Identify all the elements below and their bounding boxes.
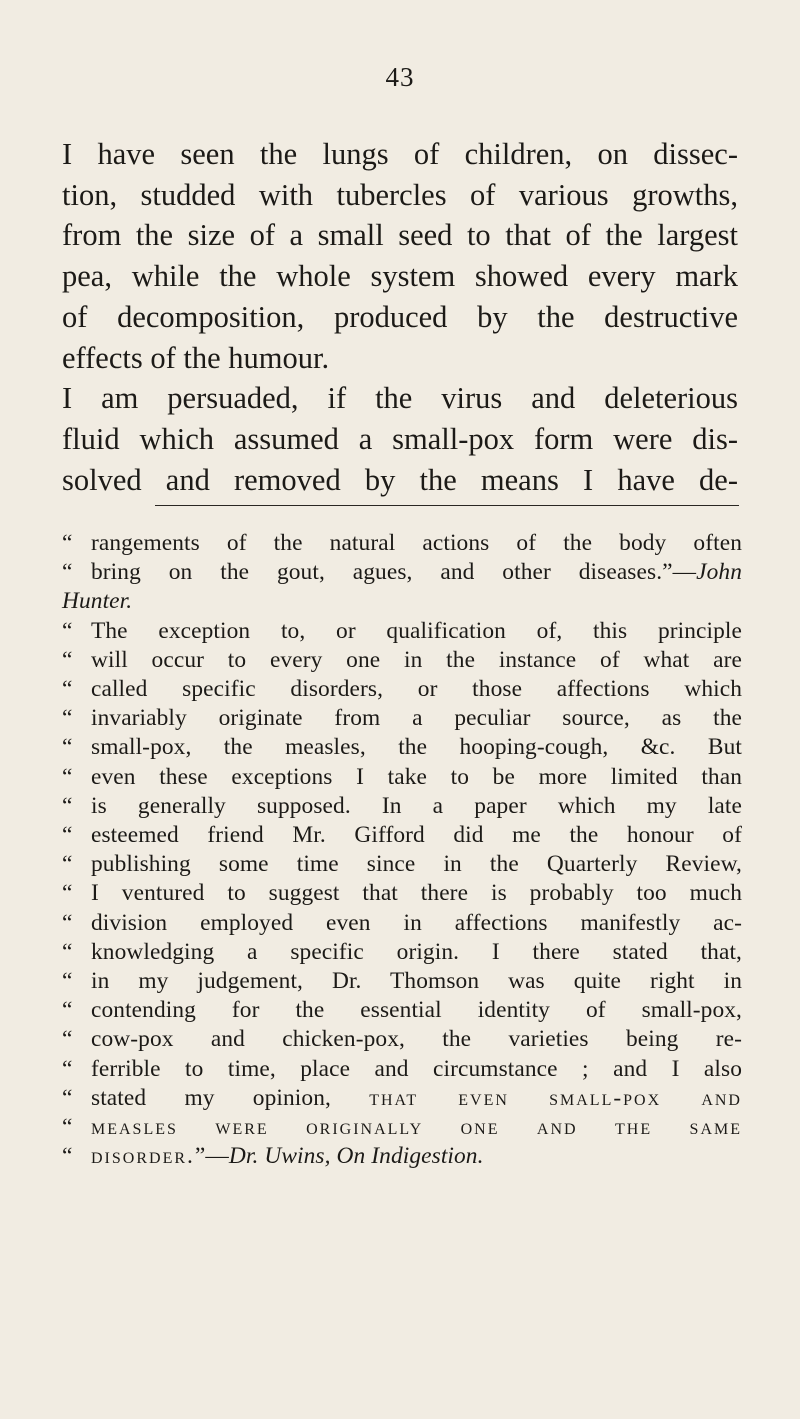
footnote-line: “ The exception to, or qualification of, this principle bbox=[62, 617, 742, 646]
quote-mark: “ bbox=[62, 1143, 73, 1170]
quote-mark: “ bbox=[62, 646, 73, 673]
quote-mark: “ bbox=[62, 822, 73, 849]
footnote-line bbox=[62, 1113, 742, 1142]
text-line: I am persuaded, if the virus and deleterious bbox=[62, 381, 738, 416]
quote-mark: “ bbox=[62, 997, 73, 1024]
text-line: pea, while the whole system showed every mark bbox=[62, 259, 738, 294]
quote-mark: “ bbox=[62, 1114, 73, 1141]
text-line: tion, studded with tubercles of various growths, bbox=[62, 177, 738, 212]
quote-mark: “ bbox=[62, 763, 73, 790]
footnote-line: “ ferrible to time, place and circumstance ; and I also bbox=[62, 1055, 742, 1084]
footnote-divider bbox=[155, 505, 739, 506]
footnote-line: “ knowledging a specific origin. I there stated that, bbox=[62, 938, 742, 967]
footnote-line: “ esteemed friend Mr. Gifford did me the honour of bbox=[62, 821, 742, 850]
text-line: fluid which assumed a small-pox form were dis- bbox=[62, 421, 738, 456]
small-caps-text: measles were originally one and the same bbox=[91, 1114, 742, 1141]
footnote-line: “ cow-pox and chicken-pox, the varieties being re- bbox=[62, 1025, 742, 1054]
main-text bbox=[62, 134, 738, 500]
footnote-line: “ called specific disorders, or those affections which bbox=[62, 675, 742, 704]
text-line: from the size of a small seed to that of the largest bbox=[62, 218, 738, 253]
quote-mark: “ bbox=[62, 1084, 73, 1111]
quote-mark: “ bbox=[62, 705, 73, 732]
footnote-line: “ will occur to every one in the instance of what are bbox=[62, 646, 742, 675]
footnote-line: “ division employed even in affections manifestly ac- bbox=[62, 909, 742, 938]
small-caps-text: that even small-pox and bbox=[369, 1084, 742, 1111]
quote-mark: “ bbox=[62, 1026, 73, 1053]
quote-mark: “ bbox=[62, 968, 73, 995]
footnote-line: “ is generally supposed. In a paper which my late bbox=[62, 792, 742, 821]
quote-mark: “ bbox=[62, 909, 73, 936]
quote-mark: “ bbox=[62, 938, 73, 965]
footnote-line bbox=[62, 587, 742, 616]
footnote bbox=[62, 529, 742, 1171]
author-name: Hunter. bbox=[62, 588, 133, 615]
footnote-line: “ I ventured to suggest that there is probably too much bbox=[62, 879, 742, 908]
page-number: 43 bbox=[385, 62, 415, 92]
text-line: of decomposition, produced by the destructive bbox=[62, 299, 738, 334]
footnote-line: “ small-pox, the measles, the hooping-cough, &c. But bbox=[62, 733, 742, 762]
footnote-line: “ invariably originate from a peculiar source, as the bbox=[62, 704, 742, 733]
footnote-line: “ rangements of the natural actions of the body often bbox=[62, 529, 742, 558]
quote-mark: “ bbox=[62, 676, 73, 703]
footnote-line: “ disorder.”—Dr. Uwins, On Indigestion. bbox=[62, 1142, 742, 1171]
quote-mark: “ bbox=[62, 530, 73, 556]
author-name: John bbox=[696, 559, 742, 586]
text-line: solved and removed by the means I have de- bbox=[62, 462, 738, 497]
quote-mark: “ bbox=[62, 1055, 73, 1082]
quote-mark: “ bbox=[62, 559, 73, 586]
text-line: I have seen the lungs of children, on dissec- bbox=[62, 137, 738, 171]
footnote-line: “ publishing some time since in the Quarterly Review, bbox=[62, 850, 742, 879]
quote-mark: “ bbox=[62, 792, 73, 819]
quote-mark: “ bbox=[62, 880, 73, 907]
small-caps-text: disorder. bbox=[91, 1143, 195, 1170]
quote-mark: “ bbox=[62, 617, 73, 644]
footnote-line: “ stated my opinion, that even small-pox and bbox=[62, 1084, 742, 1113]
citation: Dr. Uwins, On Indigestion. bbox=[228, 1143, 484, 1170]
text-line: effects of the humour. bbox=[62, 340, 330, 375]
footnote-line: “ in my judgement, Dr. Thomson was quite right in bbox=[62, 967, 742, 996]
quote-mark: “ bbox=[62, 734, 73, 761]
footnote-line: “ bring on the gout, agues, and other diseases.”—John bbox=[62, 558, 742, 587]
footnote-line: “ contending for the essential identity of small-pox, bbox=[62, 996, 742, 1025]
quote-mark: “ bbox=[62, 851, 73, 878]
footnote-line: “ even these exceptions I take to be more limited than bbox=[62, 763, 742, 792]
